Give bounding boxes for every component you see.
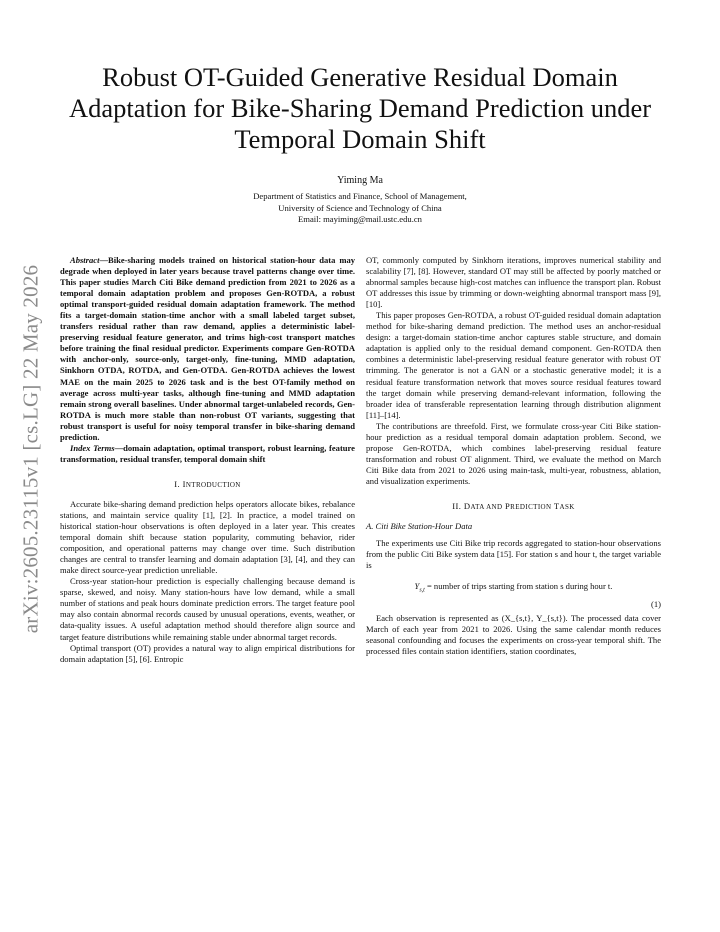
paragraph: The experiments use Citi Bike trip records aggregated to station-hour observations from the public Citi Bike system data [15]. For station s and hour t, the target variable is (366, 538, 661, 571)
section-heading-introduction: I. INTRODUCTION (174, 478, 241, 489)
author-name: Yiming Ma (337, 175, 383, 186)
right-column (366, 255, 661, 657)
index-terms-text: —domain adaptation, optimal transport, robust learning, feature transformation, residual transfer, temporal domain shift (60, 442, 355, 464)
paragraph: Cross-year station-hour prediction is especially challenging because demand is sparse, skewed, and noisy. Many station-hours have low demand, while a small number of stations and peak hours dominate prediction errors. The target feature pool may also contain abnormal records caused by unusual operations, events, weather, or data-quality issues. A useful adaptation method should therefore align source and target feature distributions while remaining stable under abnormal target records. (60, 576, 355, 642)
affiliation (60, 191, 660, 226)
index-terms (60, 443, 355, 465)
equation-number: (1) (651, 598, 661, 609)
equation (366, 581, 661, 597)
abstract-lead: Abstract (70, 255, 100, 265)
paper-title: Robust OT-Guided Generative Residual Domain Adaptation for Bike-Sharing Demand Prediction under Temporal Domain Shift (68, 62, 652, 154)
abstract (60, 255, 355, 443)
subsection-heading: A. Citi Bike Station-Hour Data (366, 521, 473, 532)
paragraph: Optimal transport (OT) provides a natural way to align empirical distributions for domain adaptation [5], [6]. Entropic (60, 642, 355, 664)
paragraph: Accurate bike-sharing demand prediction helps operators allocate bikes, rebalance stations, and maintain service quality [1], [2]. In practice, a model trained on historical station-hour observations is often deployed in a later year. This creates temporal domain shift because station popularity, commuting behavior, rider composition, and operational patterns may change over time. Such distribution changes are central to transfer learning and domain adaptation [3], [4], and they can make direct source-year prediction unreliable. (60, 498, 355, 576)
index-terms-lead: Index Terms (70, 442, 115, 453)
equation-expression: $Y_{s,t}$ = number of trips starting from station s during hour t. (414, 581, 613, 594)
paragraph: This paper proposes Gen-ROTDA, a robust OT-guided residual domain adaptation method for bike-sharing demand prediction. The method uses an anchor-residual design: a target-domain station-time anchor captures stable structure, and domain adaptation is applied only to the residual demand component. Gen-ROTDA then combines a deterministic label-preserving residual feature generator with robust OT trimming. The generator is not a GAN or a stochastic generative model; it is a residual feature transformation network that moves source residual features toward the target domain while preserving demand-relevant information, following the broader idea of transferable representation learning through distribution alignment [11]–[14]. (366, 310, 661, 420)
paragraph: The contributions are threefold. First, we formulate cross-year Citi Bike station-hour prediction as a residual temporal domain adaptation problem. Second, we propose Gen-ROTDA, which combines label-preserving residual feature transformation and robust OT alignment. Third, we evaluate the method on March Citi Bike data from 2021 to 2026 using main-task, multi-year, robustness, ablation, and visualization experiments. (366, 420, 661, 486)
paragraph: OT, commonly computed by Sinkhorn iterations, improves numerical stability and scalability [7], [8]. However, standard OT may still be affected by poorly matched or abnormal samples because high-cost matches can influence the transport plan. Robust OT addresses this issue by trimming or down-weighting abnormal transport mass [9], [10]. (366, 255, 661, 310)
arxiv-stamp-text: arXiv:2605.23115v1 [cs.LG] 22 May 2026 (18, 264, 43, 634)
section-heading-data: II. DATA AND PREDICTION TASK (452, 500, 575, 511)
paragraph: Each observation is represented as (X_{s,t}, Y_{s,t}). The processed data cover March of each year from 2021 to 2026. Using the same calendar month reduces seasonal confounding and focuses the experiments on cross-year temporal shift. The processed files contain station identifiers, station coordinates, (366, 613, 661, 657)
affiliation-line: Department of Statistics and Finance, School of Management, (253, 191, 467, 201)
arxiv-stamp (8, 255, 54, 643)
left-column (60, 255, 355, 665)
author-email: Email: mayiming@mail.ustc.edu.cn (298, 214, 422, 224)
affiliation-line: University of Science and Technology of China (278, 202, 442, 213)
abstract-text: —Bike-sharing models trained on historical station-hour data may degrade when deployed in later years because travel patterns change over time. This paper studies March Citi Bike demand prediction from 2021 to 2026 as a temporal domain adaptation problem and proposes Gen-ROTDA, a robust optimal transport-guided residual domain adaptation framework. The method fits a target-domain station-time anchor with a small labeled target subset, transfers residual rather than raw demand, applies a deterministic label-preserving residual feature generator, and trims high-cost transport matches before training the final residual predictor. Experiments compare Gen-ROTDA with anchor-only, source-only, target-only, fine-tuning, MMD adaptation, Sinkhorn OTDA, ROTDA, and Gen-OTDA. Gen-ROTDA achieves the lowest MAE on the main 2025 to 2026 task and is the best OT-family method on average across multi-year tasks, although fine-tuning and MMD adaptation remain strong overall baselines. Under abnormal target-unlabeled records, Gen-ROTDA is much more stable than non-robust OT variants, suggesting that robust transport is useful for noisy temporal transfer in bike-sharing demand prediction. (60, 255, 355, 442)
